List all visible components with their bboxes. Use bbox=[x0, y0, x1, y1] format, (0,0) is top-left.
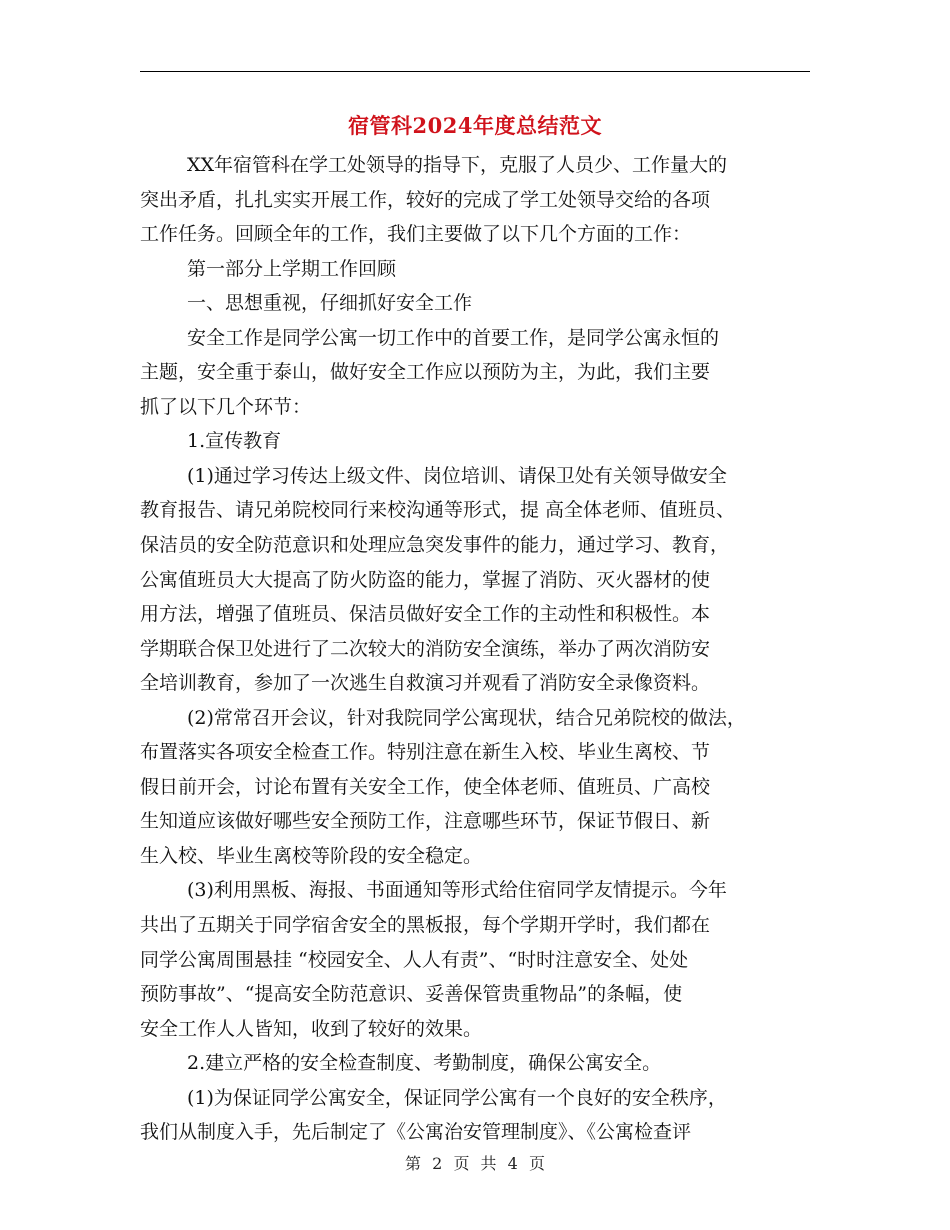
body-line: 工作任务。回顾全年的工作，我们主要做了以下几个方面的工作： bbox=[140, 223, 692, 246]
body-line: 生知道应该做好哪些安全预防工作，注意哪些环节，保证节假日、新 bbox=[140, 810, 711, 833]
body-line: (1)为保证同学公寓安全，保证同学公寓有一个良好的安全秩序， bbox=[187, 1086, 727, 1109]
body-line: 公寓值班员大大提高了防火防盗的能力，掌握了消防、灭火器材的使 bbox=[140, 568, 711, 591]
body-line: 突出矛盾，扎扎实实开展工作，较好的完成了学工处领导交给的各项 bbox=[140, 188, 711, 211]
body-line: 抓了以下几个环节： bbox=[140, 395, 312, 418]
footer-page-unit: 页 bbox=[453, 1154, 470, 1173]
body-line: 用方法，增强了值班员、保洁员做好安全工作的主动性和积极性。本 bbox=[140, 603, 711, 626]
body-line: 保洁员的安全防范意识和处理应急突发事件的能力，通过学习、教育， bbox=[140, 534, 730, 557]
footer-page-prefix: 第 bbox=[405, 1154, 422, 1173]
body-line: 预防事故”、“提高安全防范意识、妥善保管贵重物品”的条幅，使 bbox=[140, 983, 683, 1006]
body-line: 共出了五期关于同学宿舍安全的黑板报，每个学期开学时，我们都在 bbox=[140, 914, 711, 937]
body-line: 学期联合保卫处进行了二次较大的消防安全演练，举办了两次消防安 bbox=[140, 637, 711, 660]
body-line: (2)常常召开会议，针对我院同学公寓现状，结合兄弟院校的做法， bbox=[187, 706, 746, 729]
body-line: 我们从制度入手，先后制定了《公寓治安管理制度》、《公寓检查评 bbox=[140, 1121, 692, 1144]
body-line: 安全工作是同学公寓一切工作中的首要工作，是同学公寓永恒的 bbox=[187, 326, 720, 349]
body-line: 生入校、毕业生离校等阶段的安全稳定。 bbox=[140, 844, 483, 867]
body-line: 全培训教育，参加了一次逃生自救演习并观看了消防安全录像资料。 bbox=[140, 672, 711, 695]
body-line: 安全工作人人皆知，收到了较好的效果。 bbox=[140, 1017, 483, 1040]
body-line: 主题，安全重于泰山，做好安全工作应以预防为主，为此，我们主要 bbox=[140, 361, 711, 384]
body-line: 同学公寓周围悬挂 “校园安全、人人有责”、“时时注意安全、处处 bbox=[140, 948, 689, 971]
header-rule bbox=[140, 71, 810, 72]
footer-page-number: 2 bbox=[432, 1154, 443, 1173]
body-line: (3)利用黑板、海报、书面通知等形式给住宿同学友情提示。今年 bbox=[187, 879, 727, 902]
document-title: 宿管科2024年度总结范文 bbox=[348, 113, 602, 138]
body-line: 1.宣传教育 bbox=[187, 430, 282, 453]
body-line: 布置落实各项安全检查工作。特别注意在新生入校、毕业生离校、节 bbox=[140, 741, 711, 764]
body-line: 假日前开会，讨论布置有关安全工作，使全体老师、值班员、广高校 bbox=[140, 775, 711, 798]
document-body bbox=[140, 148, 810, 1150]
page-footer bbox=[0, 1152, 950, 1176]
body-line: 第一部分上学期工作回顾 bbox=[187, 257, 397, 280]
body-line: 2.建立严格的安全检查制度、考勤制度，确保公寓安全。 bbox=[187, 1052, 662, 1075]
footer-total-pages: 4 bbox=[507, 1154, 518, 1173]
body-line: 一、思想重视，仔细抓好安全工作 bbox=[187, 292, 473, 315]
body-line: XX年宿管科在学工处领导的指导下，克服了人员少、工作量大的 bbox=[187, 154, 728, 176]
body-line: (1)通过学习传达上级文件、岗位培训、请保卫处有关领导做安全 bbox=[187, 464, 727, 487]
footer-total-prefix: 共 bbox=[480, 1154, 497, 1173]
footer-total-unit: 页 bbox=[528, 1154, 545, 1173]
body-line: 教育报告、请兄弟院校同行来校沟通等形式，提 高全体老师、值班员、 bbox=[140, 499, 736, 522]
